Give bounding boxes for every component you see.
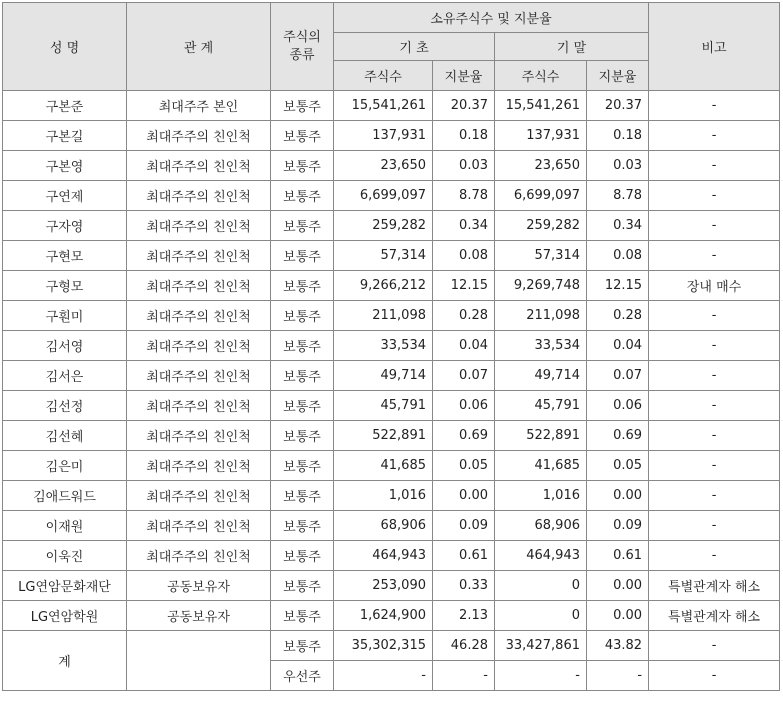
cell-type: 보통주 — [271, 211, 334, 241]
cell-end-shares: 1,016 — [495, 481, 587, 511]
table-row — [3, 241, 780, 271]
cell-name: 이재원 — [3, 511, 127, 541]
cell-begin-ratio: 8.78 — [433, 181, 495, 211]
cell-begin-ratio: 0.34 — [433, 211, 495, 241]
cell-begin-ratio: 46.28 — [433, 631, 495, 661]
cell-begin-shares: 49,714 — [334, 361, 433, 391]
cell-begin-shares: 259,282 — [334, 211, 433, 241]
cell-end-shares: 23,650 — [495, 151, 587, 181]
cell-end-shares: 6,699,097 — [495, 181, 587, 211]
cell-type: 보통주 — [271, 481, 334, 511]
cell-begin-shares: 464,943 — [334, 541, 433, 571]
cell-note: - — [649, 481, 780, 511]
cell-name: 구본준 — [3, 91, 127, 121]
cell-relation: 최대주주의 친인척 — [127, 481, 271, 511]
table-body — [3, 91, 780, 631]
cell-type: 보통주 — [271, 301, 334, 331]
cell-begin-shares: 15,541,261 — [334, 91, 433, 121]
cell-relation: 최대주주의 친인척 — [127, 271, 271, 301]
cell-end-ratio: 0.08 — [587, 241, 649, 271]
cell-relation: 최대주주의 친인척 — [127, 391, 271, 421]
total-relation-blank — [127, 631, 271, 691]
table-row — [3, 151, 780, 181]
table-total — [3, 631, 780, 691]
cell-begin-ratio: 0.69 — [433, 421, 495, 451]
cell-begin-ratio: 20.37 — [433, 91, 495, 121]
cell-name: 구연제 — [3, 181, 127, 211]
header-end-ratio: 지분율 — [587, 61, 649, 91]
cell-end-shares: 211,098 — [495, 301, 587, 331]
cell-begin-ratio: 0.09 — [433, 511, 495, 541]
header-begin-ratio: 지분율 — [433, 61, 495, 91]
cell-relation: 최대주주의 친인척 — [127, 511, 271, 541]
table-row — [3, 361, 780, 391]
cell-begin-shares: 35,302,315 — [334, 631, 433, 661]
cell-begin-shares: 57,314 — [334, 241, 433, 271]
cell-type: 보통주 — [271, 391, 334, 421]
cell-type: 보통주 — [271, 361, 334, 391]
cell-name: 김은미 — [3, 451, 127, 481]
table-row — [3, 421, 780, 451]
cell-type: 보통주 — [271, 511, 334, 541]
cell-end-ratio: 0.18 — [587, 121, 649, 151]
table-row — [3, 331, 780, 361]
header-holdings: 소유주식수 및 지분율 — [334, 3, 649, 33]
cell-relation: 최대주주의 친인척 — [127, 181, 271, 211]
table-header — [3, 3, 780, 91]
cell-name: 김서영 — [3, 331, 127, 361]
cell-end-shares: 33,427,861 — [495, 631, 587, 661]
cell-note: - — [649, 211, 780, 241]
cell-name: 김애드워드 — [3, 481, 127, 511]
total-row-common — [3, 631, 780, 661]
cell-end-shares: 137,931 — [495, 121, 587, 151]
cell-relation: 최대주주의 친인척 — [127, 241, 271, 271]
cell-begin-ratio: 0.00 — [433, 481, 495, 511]
cell-end-shares: 68,906 — [495, 511, 587, 541]
cell-note: 장내 매수 — [649, 271, 780, 301]
cell-note: - — [649, 241, 780, 271]
cell-relation: 최대주주의 친인척 — [127, 421, 271, 451]
cell-type: 보통주 — [271, 541, 334, 571]
header-stock-type — [271, 3, 334, 91]
cell-relation: 최대주주의 친인척 — [127, 361, 271, 391]
header-end-shares: 주식수 — [495, 61, 587, 91]
cell-end-shares: 0 — [495, 601, 587, 631]
cell-note: - — [649, 151, 780, 181]
cell-begin-shares: 1,624,900 — [334, 601, 433, 631]
cell-note: - — [649, 661, 780, 691]
cell-end-ratio: - — [587, 661, 649, 691]
cell-note: - — [649, 301, 780, 331]
cell-end-shares: 57,314 — [495, 241, 587, 271]
cell-end-shares: 49,714 — [495, 361, 587, 391]
cell-end-ratio: 8.78 — [587, 181, 649, 211]
cell-type: 우선주 — [271, 661, 334, 691]
table-row — [3, 481, 780, 511]
cell-begin-ratio: 0.05 — [433, 451, 495, 481]
cell-name: LG연암학원 — [3, 601, 127, 631]
cell-end-shares: 259,282 — [495, 211, 587, 241]
cell-note: - — [649, 541, 780, 571]
cell-note: - — [649, 91, 780, 121]
cell-name: 김선혜 — [3, 421, 127, 451]
cell-end-ratio: 43.82 — [587, 631, 649, 661]
cell-type: 보통주 — [271, 451, 334, 481]
cell-relation: 공동보유자 — [127, 571, 271, 601]
table-row — [3, 301, 780, 331]
cell-end-shares: 0 — [495, 571, 587, 601]
cell-begin-shares: 33,534 — [334, 331, 433, 361]
cell-type: 보통주 — [271, 421, 334, 451]
cell-note: - — [649, 181, 780, 211]
cell-begin-ratio: 0.04 — [433, 331, 495, 361]
cell-begin-shares: 522,891 — [334, 421, 433, 451]
table-row — [3, 211, 780, 241]
table-row — [3, 91, 780, 121]
cell-relation: 최대주주의 친인척 — [127, 121, 271, 151]
cell-begin-ratio: 0.33 — [433, 571, 495, 601]
cell-name: 구현모 — [3, 241, 127, 271]
cell-end-ratio: 0.69 — [587, 421, 649, 451]
cell-note: - — [649, 631, 780, 661]
cell-relation: 최대주주의 친인척 — [127, 151, 271, 181]
cell-begin-shares: 6,699,097 — [334, 181, 433, 211]
cell-end-ratio: 0.04 — [587, 331, 649, 361]
cell-end-shares: 33,534 — [495, 331, 587, 361]
total-label: 계 — [3, 631, 127, 691]
cell-note: 특별관계자 해소 — [649, 601, 780, 631]
table-row — [3, 121, 780, 151]
header-stock-type-label: 주식의 종류 — [283, 29, 321, 63]
cell-type: 보통주 — [271, 241, 334, 271]
cell-name: 구훤미 — [3, 301, 127, 331]
cell-begin-shares: 253,090 — [334, 571, 433, 601]
cell-begin-ratio: 0.08 — [433, 241, 495, 271]
cell-end-ratio: 0.00 — [587, 571, 649, 601]
header-name: 성 명 — [3, 3, 127, 91]
cell-begin-ratio: - — [433, 661, 495, 691]
header-note: 비고 — [649, 3, 780, 91]
cell-note: - — [649, 451, 780, 481]
table-row — [3, 571, 780, 601]
cell-begin-shares: 23,650 — [334, 151, 433, 181]
table-row — [3, 451, 780, 481]
cell-relation: 최대주주의 친인척 — [127, 211, 271, 241]
header-beginning: 기 초 — [334, 33, 495, 61]
table-row — [3, 391, 780, 421]
cell-begin-ratio: 12.15 — [433, 271, 495, 301]
header-relation: 관 계 — [127, 3, 271, 91]
cell-type: 보통주 — [271, 631, 334, 661]
header-ending: 기 말 — [495, 33, 649, 61]
cell-end-ratio: 0.00 — [587, 481, 649, 511]
cell-note: - — [649, 121, 780, 151]
cell-name: LG연암문화재단 — [3, 571, 127, 601]
cell-end-ratio: 0.61 — [587, 541, 649, 571]
cell-type: 보통주 — [271, 601, 334, 631]
cell-begin-ratio: 0.03 — [433, 151, 495, 181]
cell-begin-shares: 45,791 — [334, 391, 433, 421]
cell-name: 구본영 — [3, 151, 127, 181]
cell-name: 김선정 — [3, 391, 127, 421]
cell-end-ratio: 0.00 — [587, 601, 649, 631]
cell-end-shares: 9,269,748 — [495, 271, 587, 301]
cell-begin-ratio: 0.28 — [433, 301, 495, 331]
cell-end-ratio: 0.05 — [587, 451, 649, 481]
cell-note: - — [649, 421, 780, 451]
cell-relation: 최대주주의 친인척 — [127, 541, 271, 571]
cell-end-shares: 15,541,261 — [495, 91, 587, 121]
cell-name: 구형모 — [3, 271, 127, 301]
table-row — [3, 541, 780, 571]
cell-note: - — [649, 511, 780, 541]
cell-end-ratio: 20.37 — [587, 91, 649, 121]
cell-end-shares: 464,943 — [495, 541, 587, 571]
cell-type: 보통주 — [271, 151, 334, 181]
cell-note: 특별관계자 해소 — [649, 571, 780, 601]
cell-end-shares: 45,791 — [495, 391, 587, 421]
cell-relation: 최대주주의 친인척 — [127, 451, 271, 481]
cell-begin-ratio: 2.13 — [433, 601, 495, 631]
cell-name: 구본길 — [3, 121, 127, 151]
cell-type: 보통주 — [271, 571, 334, 601]
cell-end-ratio: 0.03 — [587, 151, 649, 181]
cell-end-ratio: 12.15 — [587, 271, 649, 301]
cell-end-ratio: 0.09 — [587, 511, 649, 541]
cell-note: - — [649, 331, 780, 361]
cell-begin-ratio: 0.18 — [433, 121, 495, 151]
cell-note: - — [649, 391, 780, 421]
header-begin-shares: 주식수 — [334, 61, 433, 91]
table-row — [3, 601, 780, 631]
cell-end-ratio: 0.34 — [587, 211, 649, 241]
cell-begin-ratio: 0.07 — [433, 361, 495, 391]
table-row — [3, 511, 780, 541]
cell-type: 보통주 — [271, 331, 334, 361]
cell-begin-shares: 41,685 — [334, 451, 433, 481]
cell-end-ratio: 0.06 — [587, 391, 649, 421]
cell-begin-shares: 137,931 — [334, 121, 433, 151]
table-row — [3, 271, 780, 301]
cell-end-shares: - — [495, 661, 587, 691]
cell-end-ratio: 0.28 — [587, 301, 649, 331]
cell-type: 보통주 — [271, 271, 334, 301]
cell-relation: 최대주주의 친인척 — [127, 301, 271, 331]
cell-name: 김서은 — [3, 361, 127, 391]
cell-note: - — [649, 361, 780, 391]
cell-type: 보통주 — [271, 181, 334, 211]
cell-begin-shares: 9,266,212 — [334, 271, 433, 301]
cell-type: 보통주 — [271, 121, 334, 151]
cell-end-ratio: 0.07 — [587, 361, 649, 391]
cell-name: 구자영 — [3, 211, 127, 241]
cell-begin-shares: 211,098 — [334, 301, 433, 331]
cell-relation: 최대주주 본인 — [127, 91, 271, 121]
cell-end-shares: 41,685 — [495, 451, 587, 481]
cell-begin-ratio: 0.06 — [433, 391, 495, 421]
shareholding-table — [2, 2, 780, 691]
cell-begin-ratio: 0.61 — [433, 541, 495, 571]
cell-relation: 공동보유자 — [127, 601, 271, 631]
cell-relation: 최대주주의 친인척 — [127, 331, 271, 361]
cell-type: 보통주 — [271, 91, 334, 121]
cell-end-shares: 522,891 — [495, 421, 587, 451]
cell-begin-shares: 68,906 — [334, 511, 433, 541]
cell-begin-shares: 1,016 — [334, 481, 433, 511]
table-row — [3, 181, 780, 211]
cell-begin-shares: - — [334, 661, 433, 691]
cell-name: 이욱진 — [3, 541, 127, 571]
